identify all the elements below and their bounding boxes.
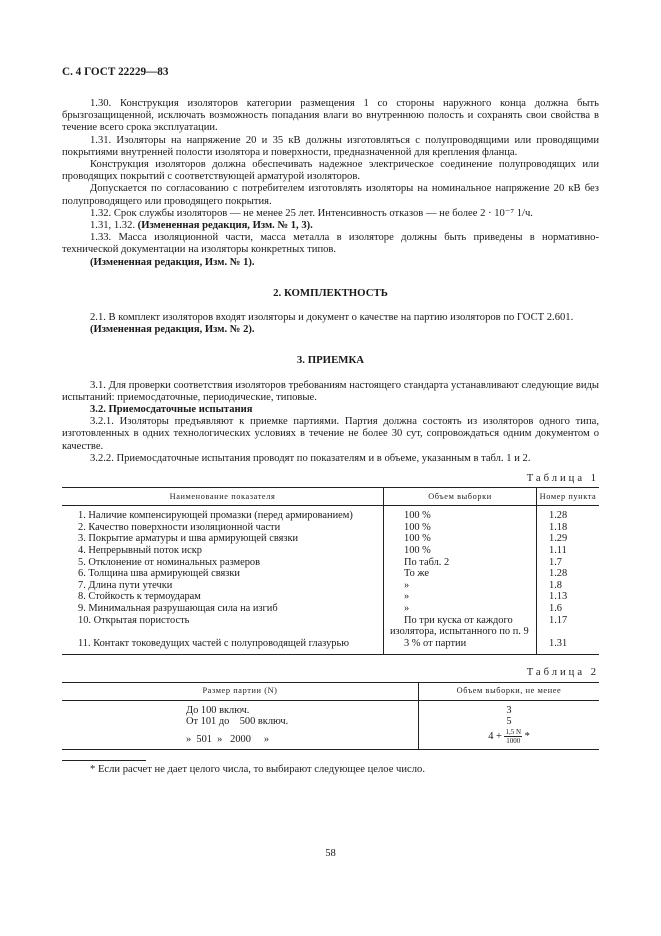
- table-1-name-cell: 9. Минимальная разрушающая сила на изгиб: [62, 603, 384, 615]
- table-1-sample-cell: 3 % от партии: [384, 638, 537, 655]
- table-2-sample-cell: 3: [506, 704, 512, 716]
- table-1-name-cell: 10. Открытая пористость: [62, 615, 384, 638]
- table-row: [62, 580, 599, 592]
- page-number: 58: [325, 848, 336, 859]
- table-1-caption: Таблица 1: [526, 473, 599, 485]
- formula-suffix: *: [522, 730, 530, 742]
- table-1-clause-cell: 1.7: [549, 556, 562, 568]
- table-1-name-cell: 8. Стойкость к термоударам: [62, 591, 384, 603]
- table-1-clause-cell: 1.13: [549, 591, 568, 603]
- table-1-sample-cell: 100 %: [384, 506, 537, 522]
- table-2-sample-cell: 5: [506, 716, 512, 728]
- paragraph-1-31-1-32-note: 1.31, 1.32. (Измененная редакция, Изм. № 1, 3).: [90, 220, 313, 232]
- table-1-sample-cell: 100 %: [384, 533, 537, 545]
- section-3-title: 3. ПРИЕМКА: [296, 354, 365, 367]
- paragraph-1-31: 1.31. Изоляторы на напряжение 20 и 35 кВ должны изготовляться с полупроводящими или проводящими покрытиями внутренней полости изолятора и поверхности, предназначенной для крепления фланца.: [62, 134, 599, 158]
- table-row: [62, 533, 599, 545]
- table-2-header-lot: Размер партии (N): [62, 682, 419, 700]
- table-1-clause-cell: 1.29: [549, 533, 568, 545]
- table-1-name-cell: 2. Качество поверхности изоляционной части: [62, 522, 384, 534]
- table-1-sample-cell: По три куска от каждого изолятора, испытанного по п. 9: [384, 615, 537, 638]
- table-1-header-sample: Объем выборки: [384, 488, 537, 506]
- table-row: [62, 603, 599, 615]
- footnote-rule: [62, 760, 146, 761]
- table-2-lot-cell: От 101 до 500 включ.: [62, 716, 419, 728]
- table-1-sample-cell: 100 %: [384, 545, 537, 557]
- table-2: [62, 682, 599, 751]
- table-2-header-sample: Объем выборки, не менее: [419, 682, 600, 700]
- paragraph-allowed: Допускается по согласованию с потребителем изготовлять изоляторы на номинальное напряжение 20 кВ без полупроводящего или проводящего покрытия.: [62, 183, 599, 207]
- paragraph-1-30: 1.30. Конструкция изоляторов категории размещения 1 со стороны наружного конца должна быть брызгозащищенной, исключать возможность попадания влаги во внутреннюю полость и сохранять свои свойства в течение всего срока эксплуатации.: [62, 98, 599, 134]
- table-2-lot-cell: » 501 » 2000 »: [62, 728, 419, 750]
- formula-fraction: [504, 728, 522, 745]
- section-2-title: 2. КОМПЛЕКТНОСТЬ: [273, 286, 388, 299]
- table-2-lot-cell: До 100 включ.: [62, 700, 419, 716]
- table-1-clause-cell: 1.8: [549, 579, 562, 591]
- table-1-clause-cell: 1.6: [549, 603, 562, 615]
- footnote: * Если расчет не дает целого числа, то выбирают следующее целое число.: [90, 764, 425, 776]
- table-row: [62, 700, 599, 716]
- table-1-body: [62, 506, 599, 655]
- table-1-clause-cell: 1.17: [549, 614, 568, 626]
- table-1-sample-cell: 100 %: [384, 522, 537, 534]
- table-row: [62, 568, 599, 580]
- paragraph-3-2-2: 3.2.2. Приемосдаточные испытания проводят по показателям и в объеме, указанным в табл. 1 и 2.: [90, 452, 531, 464]
- table-1: [62, 487, 599, 655]
- table-1-header-clause: Номер пункта: [537, 488, 600, 506]
- table-1-sample-cell: »: [384, 603, 537, 615]
- table-1-clause-cell: 1.28: [549, 568, 568, 580]
- table-row: [62, 728, 599, 750]
- table-1-name-cell: 11. Контакт токоведущих частей с полупроводящей глазурью: [62, 638, 384, 655]
- paragraph-3-2-1: 3.2.1. Изоляторы предъявляют к приемке партиями. Партия должна состоять из изоляторов одного типа, изготовленных в одних технологических условиях в течение не более 30 сут, сопровождаться одним документом о качестве.: [62, 416, 599, 452]
- table-1-clause-cell: 1.31: [537, 638, 600, 655]
- table-2-formula-cell: [419, 728, 600, 750]
- page-header: С. 4 ГОСТ 22229—83: [62, 66, 169, 78]
- document-body: [62, 98, 599, 777]
- table-1-name-cell: 6. Толщина шва армирующей связки: [62, 568, 384, 580]
- table-row: [62, 638, 599, 655]
- table-row: [62, 506, 599, 522]
- table-1-name-cell: 7. Длина пути утечки: [62, 580, 384, 592]
- table-1-sample-cell: По табл. 2: [384, 557, 537, 569]
- table-1-name-cell: 3. Покрытие арматуры и шва армирующей связки: [62, 533, 384, 545]
- formula-denominator: 1000: [506, 736, 521, 745]
- table-1-name-cell: 5. Отклонение от номинальных размеров: [62, 557, 384, 569]
- table-2-caption: Таблица 2: [526, 667, 599, 679]
- table-1-clause-cell: 1.28: [549, 510, 568, 522]
- table-1-sample-cell: »: [384, 580, 537, 592]
- table-row: [62, 522, 599, 534]
- paragraph-1-33: 1.33. Масса изоляционной части, масса металла в изоляторе должны быть приведены в нормативно-технической документации на изоляторы конкретных типов.: [62, 232, 599, 256]
- table-1-clause-cell: 1.18: [549, 521, 568, 533]
- formula-numerator: 1,5 N: [505, 727, 522, 736]
- table-1-sample-cell: То же: [384, 568, 537, 580]
- table-1-clause-cell: 1.11: [549, 545, 567, 557]
- amendment-note-1: (Измененная редакция, Изм. № 1).: [90, 256, 255, 268]
- amendment-note-2: (Измененная редакция, Изм. № 2).: [90, 324, 255, 336]
- paragraph-1-32: 1.32. Срок службы изоляторов — не менее 25 лет. Интенсивность отказов — не более 2 · 10⁻⁷ 1/ч.: [90, 207, 533, 219]
- table-1-header-name: Наименование показателя: [62, 488, 384, 506]
- table-row: [62, 615, 599, 638]
- table-row: [62, 591, 599, 603]
- paragraph-construction: Конструкция изоляторов должна обеспечивать надежное электрическое соединение полупроводящих или проводящих покрытий с соответствующей арматурой изоляторов.: [62, 159, 599, 183]
- heading-3-2: 3.2. Приемосдаточные испытания: [90, 404, 253, 416]
- table-row: [62, 716, 599, 728]
- paragraph-2-1: 2.1. В комплект изоляторов входят изоляторы и документ о качестве на партию изоляторов по ГОСТ 2.601.: [90, 312, 574, 324]
- table-1-sample-cell: »: [384, 591, 537, 603]
- table-1-name-cell: 1. Наличие компенсирующей промазки (перед армированием): [62, 506, 384, 522]
- table-row: [62, 545, 599, 557]
- paragraph-3-1: 3.1. Для проверки соответствия изоляторов требованиям настоящего стандарта устанавливают следующие виды испытаний: приемосдаточные, периодические, типовые.: [62, 379, 599, 403]
- table-1-name-cell: 4. Непрерывный поток искр: [62, 545, 384, 557]
- table-row: [62, 557, 599, 569]
- formula-prefix: 4 +: [488, 730, 505, 742]
